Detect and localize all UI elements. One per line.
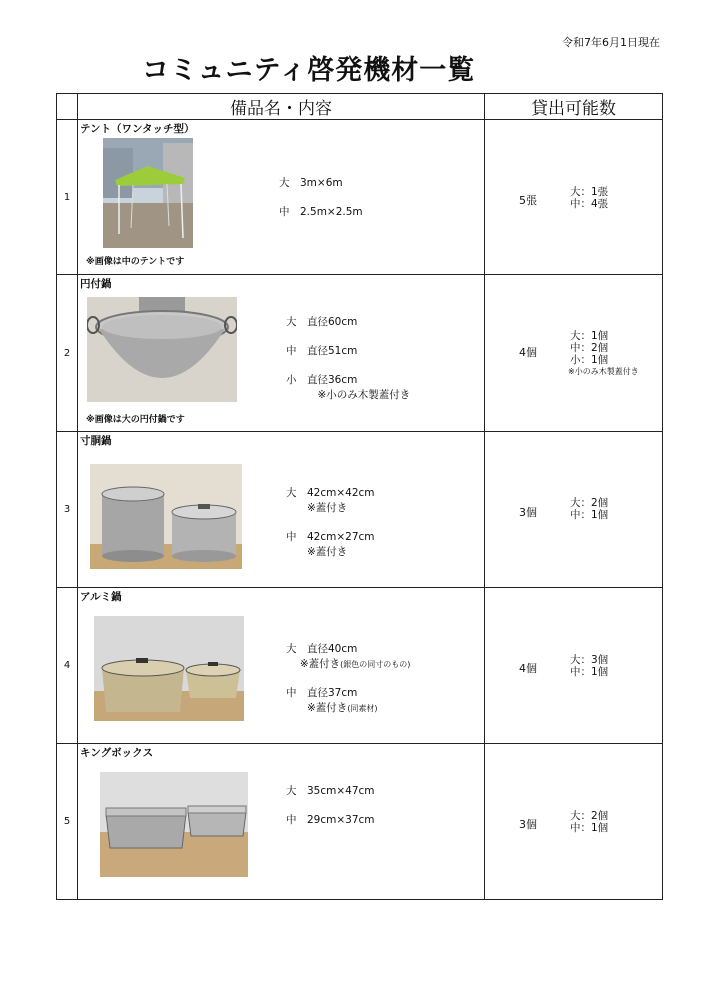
spec-line: 大 35cm×47cm — [286, 785, 375, 797]
item-caption: ※画像は大の円付鍋です — [86, 415, 185, 425]
stockpot-photo — [90, 464, 242, 569]
spec-line: 中 直径51cm — [286, 345, 358, 357]
item-specs — [286, 784, 375, 828]
item-name: 寸胴鍋 — [80, 435, 112, 447]
qty-breakdown — [570, 497, 608, 521]
spec-line: ※蓋付き — [286, 502, 348, 514]
item-cell — [78, 120, 485, 275]
spec-line — [286, 799, 375, 813]
row-number: 4 — [57, 588, 78, 744]
spec-line: ※蓋付き — [286, 546, 348, 558]
spec-line — [286, 672, 410, 686]
breakdown-line: 大：1張 — [570, 186, 609, 198]
spec-line: ※蓋付き — [286, 702, 348, 714]
item-cell — [78, 432, 485, 588]
qty-breakdown — [570, 654, 608, 678]
spec-line: 大 3m×6m — [279, 177, 343, 189]
row-number: 5 — [57, 744, 78, 900]
aluminum-pot-photo — [94, 616, 244, 721]
item-cell — [78, 588, 485, 744]
breakdown-line: 小：1個 — [570, 354, 609, 366]
spec-line: 中 29cm×37cm — [286, 814, 375, 826]
qty-cell — [485, 588, 663, 744]
spec-line: 小 直径36cm — [286, 374, 358, 386]
item-caption: ※画像は中のテントです — [86, 257, 185, 267]
spec-note: (同素材) — [347, 704, 378, 713]
spec-note: (銀色の同寸のもの) — [340, 660, 411, 669]
item-name: アルミ鍋 — [80, 591, 122, 603]
spec-line: ※小のみ木製蓋付き — [286, 389, 411, 401]
item-name: キングボックス — [80, 747, 154, 759]
spec-line: 中 直径37cm — [286, 687, 358, 699]
breakdown-line: 中：1個 — [570, 509, 609, 521]
table-header-row — [57, 94, 663, 120]
row-number: 2 — [57, 275, 78, 432]
spec-line: 大 42cm×42cm — [286, 487, 375, 499]
row-number: 1 — [57, 120, 78, 275]
spec-line — [286, 516, 375, 530]
table-row — [57, 588, 663, 744]
breakdown-line: 中：1個 — [570, 822, 609, 834]
breakdown-line: 大：1個 — [570, 330, 609, 342]
as-of-date: 令和7年6月1日現在 — [562, 36, 660, 49]
item-specs — [286, 315, 410, 403]
king-box-photo — [100, 772, 248, 877]
qty-cell — [485, 432, 663, 588]
item-specs — [279, 176, 363, 220]
qty-total: 3個 — [519, 506, 537, 519]
item-specs — [286, 642, 410, 716]
qty-total: 5張 — [519, 194, 537, 207]
item-cell — [78, 744, 485, 900]
equipment-table — [56, 93, 663, 900]
item-name: テント（ワンタッチ型） — [80, 123, 195, 135]
qty-breakdown — [570, 330, 639, 378]
table-row — [57, 275, 663, 432]
qty-total: 4個 — [519, 346, 537, 359]
table-row — [57, 432, 663, 588]
table-row — [57, 120, 663, 275]
item-cell — [78, 275, 485, 432]
breakdown-line: 中：4張 — [570, 198, 609, 210]
qty-cell — [485, 120, 663, 275]
breakdown-line: 大：3個 — [570, 654, 609, 666]
tent-photo — [103, 138, 193, 248]
pot-photo — [87, 297, 237, 402]
qty-total: 3個 — [519, 818, 537, 831]
spec-line — [279, 191, 363, 205]
qty-total: 4個 — [519, 662, 537, 675]
table-row — [57, 744, 663, 900]
header-qty: 貸出可能数 — [485, 94, 663, 120]
breakdown-line: 中：2個 — [570, 342, 609, 354]
qty-cell — [485, 744, 663, 900]
spec-line: 中 2.5m×2.5m — [279, 206, 363, 218]
header-number — [57, 94, 78, 120]
qty-breakdown — [570, 186, 608, 210]
row-number: 3 — [57, 432, 78, 588]
item-name: 円付鍋 — [80, 278, 112, 290]
spec-line: ※蓋付き — [286, 658, 341, 670]
item-specs — [286, 486, 375, 560]
breakdown-note: ※小のみ木製蓋付き — [568, 367, 639, 376]
spec-line: 大 直径60cm — [286, 316, 358, 328]
spec-line: 大 直径40cm — [286, 643, 358, 655]
spec-line — [286, 330, 410, 344]
spec-line — [286, 359, 410, 373]
breakdown-line: 中：1個 — [570, 666, 609, 678]
qty-cell — [485, 275, 663, 432]
header-item: 備品名・内容 — [78, 94, 485, 120]
breakdown-line: 大：2個 — [570, 810, 609, 822]
qty-breakdown — [570, 810, 608, 834]
page-title: コミュニティ啓発機材一覧 — [142, 55, 476, 86]
breakdown-line: 大：2個 — [570, 497, 609, 509]
spec-line: 中 42cm×27cm — [286, 531, 375, 543]
